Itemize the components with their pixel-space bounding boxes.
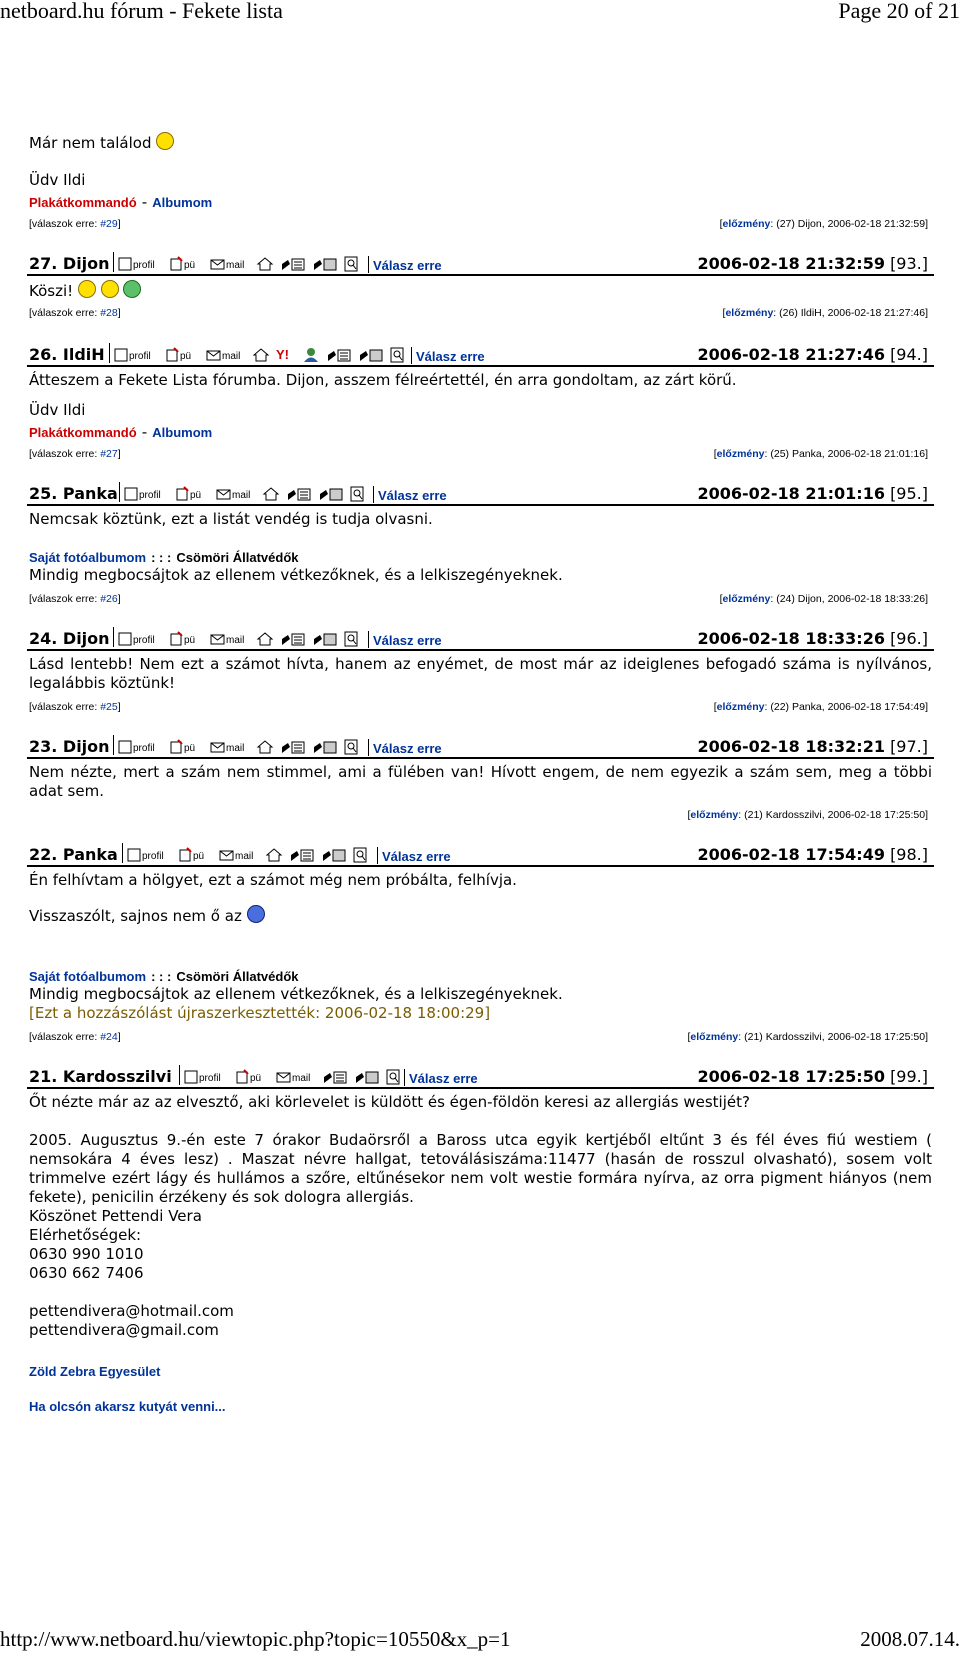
home-icon[interactable] — [256, 739, 274, 755]
svg-text:mail: mail — [222, 351, 241, 362]
svg-text:profil: profil — [142, 851, 164, 862]
signature-link-buy-dog[interactable]: Ha olcsón akarsz kutyát venni... — [29, 1399, 226, 1414]
home-icon[interactable] — [265, 847, 283, 863]
post-author[interactable]: 25. Panka — [29, 484, 118, 503]
profile-icon[interactable] — [127, 847, 173, 863]
svg-text:profil: profil — [129, 351, 151, 362]
post-body: Nemcsak köztünk, ezt a listát vendég is tudja olvasni. — [29, 510, 433, 528]
svg-text:profil: profil — [133, 743, 155, 754]
private-message-icon[interactable] — [166, 347, 200, 363]
post-date: 2006-02-18 18:32:21 [97.] — [697, 737, 928, 756]
reply-link[interactable]: #25 — [100, 701, 118, 713]
post-icons — [113, 252, 358, 272]
reply-link[interactable]: #29 — [100, 218, 118, 230]
post-icons — [113, 735, 358, 755]
search-icon[interactable] — [390, 347, 404, 363]
previous-link[interactable]: előzmény — [716, 448, 765, 460]
signature-link-albumom[interactable]: Albumom — [152, 195, 213, 210]
reply-button[interactable]: Válasz erre — [368, 256, 442, 273]
previous-link[interactable]: előzmény — [690, 1031, 739, 1043]
post-references: [válaszok erre: #26] [előzmény: (24) Dijon, 2006-02-18 18:33:26] — [29, 593, 928, 605]
home-icon[interactable] — [252, 347, 270, 363]
block-user-icon[interactable] — [321, 847, 347, 863]
svg-text:pü: pü — [180, 351, 192, 362]
post-header — [27, 480, 934, 506]
document-title: netboard.hu fórum - Fekete lista — [0, 0, 283, 23]
search-icon[interactable] — [344, 631, 358, 647]
post-author[interactable]: 24. Dijon — [29, 629, 110, 648]
post-author[interactable]: 21. Kardosszilvi — [29, 1067, 172, 1086]
add-buddy-icon[interactable] — [280, 739, 306, 755]
svg-text:profil: profil — [133, 260, 155, 271]
post-header — [27, 625, 934, 651]
signature-greeting: Üdv Ildi — [29, 401, 86, 419]
post-header — [27, 250, 934, 276]
reply-button[interactable]: Válasz erre — [368, 739, 442, 756]
private-message-icon[interactable] — [170, 631, 204, 647]
svg-text:mail: mail — [226, 260, 245, 271]
post-icons — [109, 343, 404, 363]
post-body: Lásd lentebb! Nem ezt a számot hívta, hanem az enyémet, de most már az ideiglenes befogadó száma is nyílvános, legalábbis köztünk! — [29, 655, 932, 692]
phone-number: 0630 990 1010 — [29, 1245, 144, 1263]
page-header — [0, 0, 960, 26]
post-body: 2005. Augusztus 9.-én este 7 órakor Budaörsről a Baross utca egyik kertjéből eltűnt 3 és fél éves fiú westiem ( nemsokára 4 éves lesz) . Maszat névre hallgat, tetoválásiszáma:11477 (hasán de rosszul olvasható), sosem volt trimmelve ezért lágy és hullámos a szőre, eltűnésekor nem volt westie formára nyírva, az orra pigment hiányos (nem fekete), penicilin érzékeny és sok dologra allergiás. — [29, 1131, 932, 1206]
post-date: 2006-02-18 21:01:16 [95.] — [697, 484, 928, 503]
signature-links: Saját fotóalbumom : : : Csömöri Állatvédők — [29, 969, 299, 984]
add-buddy-icon[interactable] — [326, 347, 352, 363]
laugh-smiley-icon — [101, 280, 119, 298]
page-number: Page 20 of 21 — [838, 0, 960, 23]
reply-link[interactable]: #27 — [100, 448, 118, 460]
post-author[interactable]: 27. Dijon — [29, 254, 110, 273]
private-message-icon[interactable] — [176, 486, 210, 502]
svg-text:mail: mail — [232, 490, 251, 501]
post-author[interactable]: 23. Dijon — [29, 737, 110, 756]
post-date: 2006-02-18 18:33:26 [96.] — [697, 629, 928, 648]
post-author[interactable]: 26. IldiH — [29, 345, 105, 364]
reply-button[interactable]: Válasz erre — [377, 847, 451, 864]
post-icons — [113, 627, 358, 647]
phone-number: 0630 662 7406 — [29, 1264, 144, 1282]
post-date: 2006-02-18 21:32:59 [93.] — [697, 254, 928, 273]
block-user-icon[interactable] — [358, 347, 384, 363]
add-buddy-icon[interactable] — [322, 1069, 348, 1085]
svg-text:pü: pü — [184, 635, 196, 646]
signature-greeting: Üdv Ildi — [29, 171, 86, 189]
profile-icon[interactable] — [118, 739, 164, 755]
signature-links: Plakátkommandó - Albumom — [29, 193, 213, 211]
search-icon[interactable] — [386, 1069, 400, 1085]
cool-smiley-icon — [123, 280, 141, 298]
mail-icon[interactable] — [210, 631, 250, 647]
search-icon[interactable] — [344, 739, 358, 755]
post-header — [27, 733, 934, 759]
post-icons — [122, 843, 367, 863]
add-buddy-icon[interactable] — [289, 847, 315, 863]
block-user-icon[interactable] — [312, 739, 338, 755]
svg-text:mail: mail — [235, 851, 254, 862]
email-address: pettendivera@hotmail.com — [29, 1302, 234, 1320]
reply-link[interactable]: #24 — [100, 1031, 118, 1043]
svg-text:mail: mail — [226, 635, 245, 646]
signature-link-photo-album[interactable]: Saját fotóalbumom — [29, 550, 147, 565]
mail-icon[interactable] — [219, 847, 259, 863]
svg-text:mail: mail — [226, 743, 245, 754]
sad-smiley-icon — [247, 905, 265, 923]
private-message-icon[interactable] — [170, 256, 204, 272]
contact-line: Köszönet Pettendi Vera — [29, 1207, 202, 1225]
mail-icon[interactable] — [210, 256, 250, 272]
post-body: Átteszem a Fekete Lista fórumba. Dijon, asszem félreértettél, én arra gondoltam, az zárt körű. — [29, 371, 737, 389]
add-buddy-icon[interactable] — [280, 256, 306, 272]
private-message-icon[interactable] — [179, 847, 213, 863]
signature-link-albumom[interactable]: Albumom — [152, 425, 213, 440]
signature-line: Mindig megbocsájtok az ellenem vétkezőknek, és a lelkiszegényeknek. — [29, 985, 563, 1003]
smile-smiley-icon — [78, 280, 96, 298]
post-date: 2006-02-18 17:54:49 [98.] — [697, 845, 928, 864]
post-date: 2006-02-18 17:25:50 [99.] — [697, 1067, 928, 1086]
wink-smiley-icon — [156, 132, 174, 150]
previous-link[interactable]: előzmény — [690, 809, 739, 821]
reply-button[interactable]: Válasz erre — [404, 1069, 478, 1086]
search-icon[interactable] — [353, 847, 367, 863]
mail-icon[interactable] — [210, 739, 250, 755]
reply-link[interactable]: #26 — [100, 593, 118, 605]
reply-button[interactable]: Válasz erre — [373, 486, 447, 503]
previous-link[interactable]: előzmény — [722, 218, 771, 230]
profile-icon[interactable] — [114, 347, 160, 363]
search-icon[interactable] — [350, 486, 364, 502]
profile-icon[interactable] — [124, 486, 170, 502]
post-body: Én felhívtam a hölgyet, ezt a számot még nem próbálta, felhívja. — [29, 871, 517, 889]
signature-link-photo-album[interactable]: Saját fotóalbumom — [29, 969, 147, 984]
home-icon[interactable] — [256, 631, 274, 647]
signature-link-zold-zebra[interactable]: Zöld Zebra Egyesület — [29, 1364, 161, 1379]
block-user-icon[interactable] — [312, 631, 338, 647]
yahoo-icon[interactable]: Y! — [276, 347, 289, 362]
post-header — [27, 1063, 934, 1089]
signature-link-csomori[interactable]: Csömöri Állatvédők — [176, 550, 299, 565]
svg-text:pü: pü — [250, 1073, 262, 1084]
post-icons — [119, 482, 364, 502]
post-references: [válaszok erre: #29] [előzmény: (27) Dijon, 2006-02-18 21:32:59] — [29, 218, 928, 230]
mail-icon[interactable] — [276, 1069, 316, 1085]
post-body: Őt nézte már az az elvesztő, aki körlevelet is küldött és égen-földön keresi az allergiás westijét? — [29, 1093, 750, 1111]
signature-line: Mindig megbocsájtok az ellenem vétkezőknek, és a lelkiszegényeknek. — [29, 566, 563, 584]
add-buddy-icon[interactable] — [280, 631, 306, 647]
svg-text:pü: pü — [184, 743, 196, 754]
block-user-icon[interactable] — [354, 1069, 380, 1085]
reply-button[interactable]: Válasz erre — [411, 347, 485, 364]
profile-icon[interactable] — [118, 256, 164, 272]
post-body: Köszi! — [29, 280, 932, 301]
post-body: Nem nézte, mert a szám nem stimmel, ami a fülében van! Hívott engem, de nem egyezik a szám sem, meg a többi adat sem. — [29, 763, 932, 800]
edited-notice: [Ezt a hozzászólást újraszerkesztették: 2006-02-18 18:00:29] — [29, 1004, 491, 1022]
add-buddy-icon[interactable] — [286, 486, 312, 502]
footer-date: 2008.07.14. — [860, 1627, 960, 1651]
post-references: [előzmény: (21) Kardosszilvi, 2006-02-18 17:25:50] — [687, 809, 928, 821]
forum-content — [29, 126, 932, 1414]
previous-link[interactable]: előzmény — [716, 701, 765, 713]
email-address: pettendivera@gmail.com — [29, 1321, 219, 1339]
signature-link-plakatkommando[interactable]: Plakátkommandó — [29, 195, 137, 210]
post-body: Már nem találod — [29, 132, 932, 153]
home-icon[interactable] — [262, 486, 280, 502]
svg-text:profil: profil — [139, 490, 161, 501]
post-header — [27, 341, 934, 367]
post-references: [válaszok erre: #25] [előzmény: (22) Panka, 2006-02-18 17:54:49] — [29, 701, 928, 713]
post-references: [válaszok erre: #24] [előzmény: (21) Kardosszilvi, 2006-02-18 17:25:50] — [29, 1031, 928, 1043]
footer-url: http://www.netboard.hu/viewtopic.php?topic=10550&x_p=1 — [0, 1627, 511, 1651]
profile-icon[interactable] — [184, 1069, 230, 1085]
previous-link[interactable]: előzmény — [722, 593, 771, 605]
previous-link[interactable]: előzmény — [725, 307, 774, 319]
svg-text:profil: profil — [199, 1073, 221, 1084]
home-icon[interactable] — [256, 256, 274, 272]
signature-links: Saját fotóalbumom : : : Csömöri Állatvédők — [29, 550, 299, 565]
svg-text:pü: pü — [193, 851, 205, 862]
svg-text:mail: mail — [292, 1073, 311, 1084]
search-icon[interactable] — [344, 256, 358, 272]
contact-line: Elérhetőségek: — [29, 1226, 142, 1244]
svg-text:profil: profil — [133, 635, 155, 646]
private-message-icon[interactable] — [236, 1069, 270, 1085]
post-references: [válaszok erre: #28] [előzmény: (26) IldiH, 2006-02-18 21:27:46] — [29, 307, 928, 319]
reply-button[interactable]: Válasz erre — [368, 631, 442, 648]
post-date: 2006-02-18 21:27:46 [94.] — [697, 345, 928, 364]
post-references: [válaszok erre: #27] [előzmény: (25) Panka, 2006-02-18 21:01:16] — [29, 448, 928, 460]
post-author[interactable]: 22. Panka — [29, 845, 118, 864]
post-header — [27, 841, 934, 867]
block-user-icon[interactable] — [318, 486, 344, 502]
post-body: Visszaszólt, sajnos nem ő az — [29, 905, 932, 926]
svg-text:pü: pü — [190, 490, 202, 501]
mail-icon[interactable] — [206, 347, 246, 363]
reply-link[interactable]: #28 — [100, 307, 118, 319]
private-message-icon[interactable] — [170, 739, 204, 755]
signature-links: Plakátkommandó - Albumom — [29, 423, 213, 441]
profile-icon[interactable] — [118, 631, 164, 647]
block-user-icon[interactable] — [312, 256, 338, 272]
svg-text:pü: pü — [184, 260, 196, 271]
post-icons — [179, 1065, 400, 1085]
signature-link-csomori[interactable]: Csömöri Állatvédők — [176, 969, 299, 984]
msn-user-icon[interactable] — [302, 347, 320, 363]
signature-link-plakatkommando[interactable]: Plakátkommandó — [29, 425, 137, 440]
mail-icon[interactable] — [216, 486, 256, 502]
